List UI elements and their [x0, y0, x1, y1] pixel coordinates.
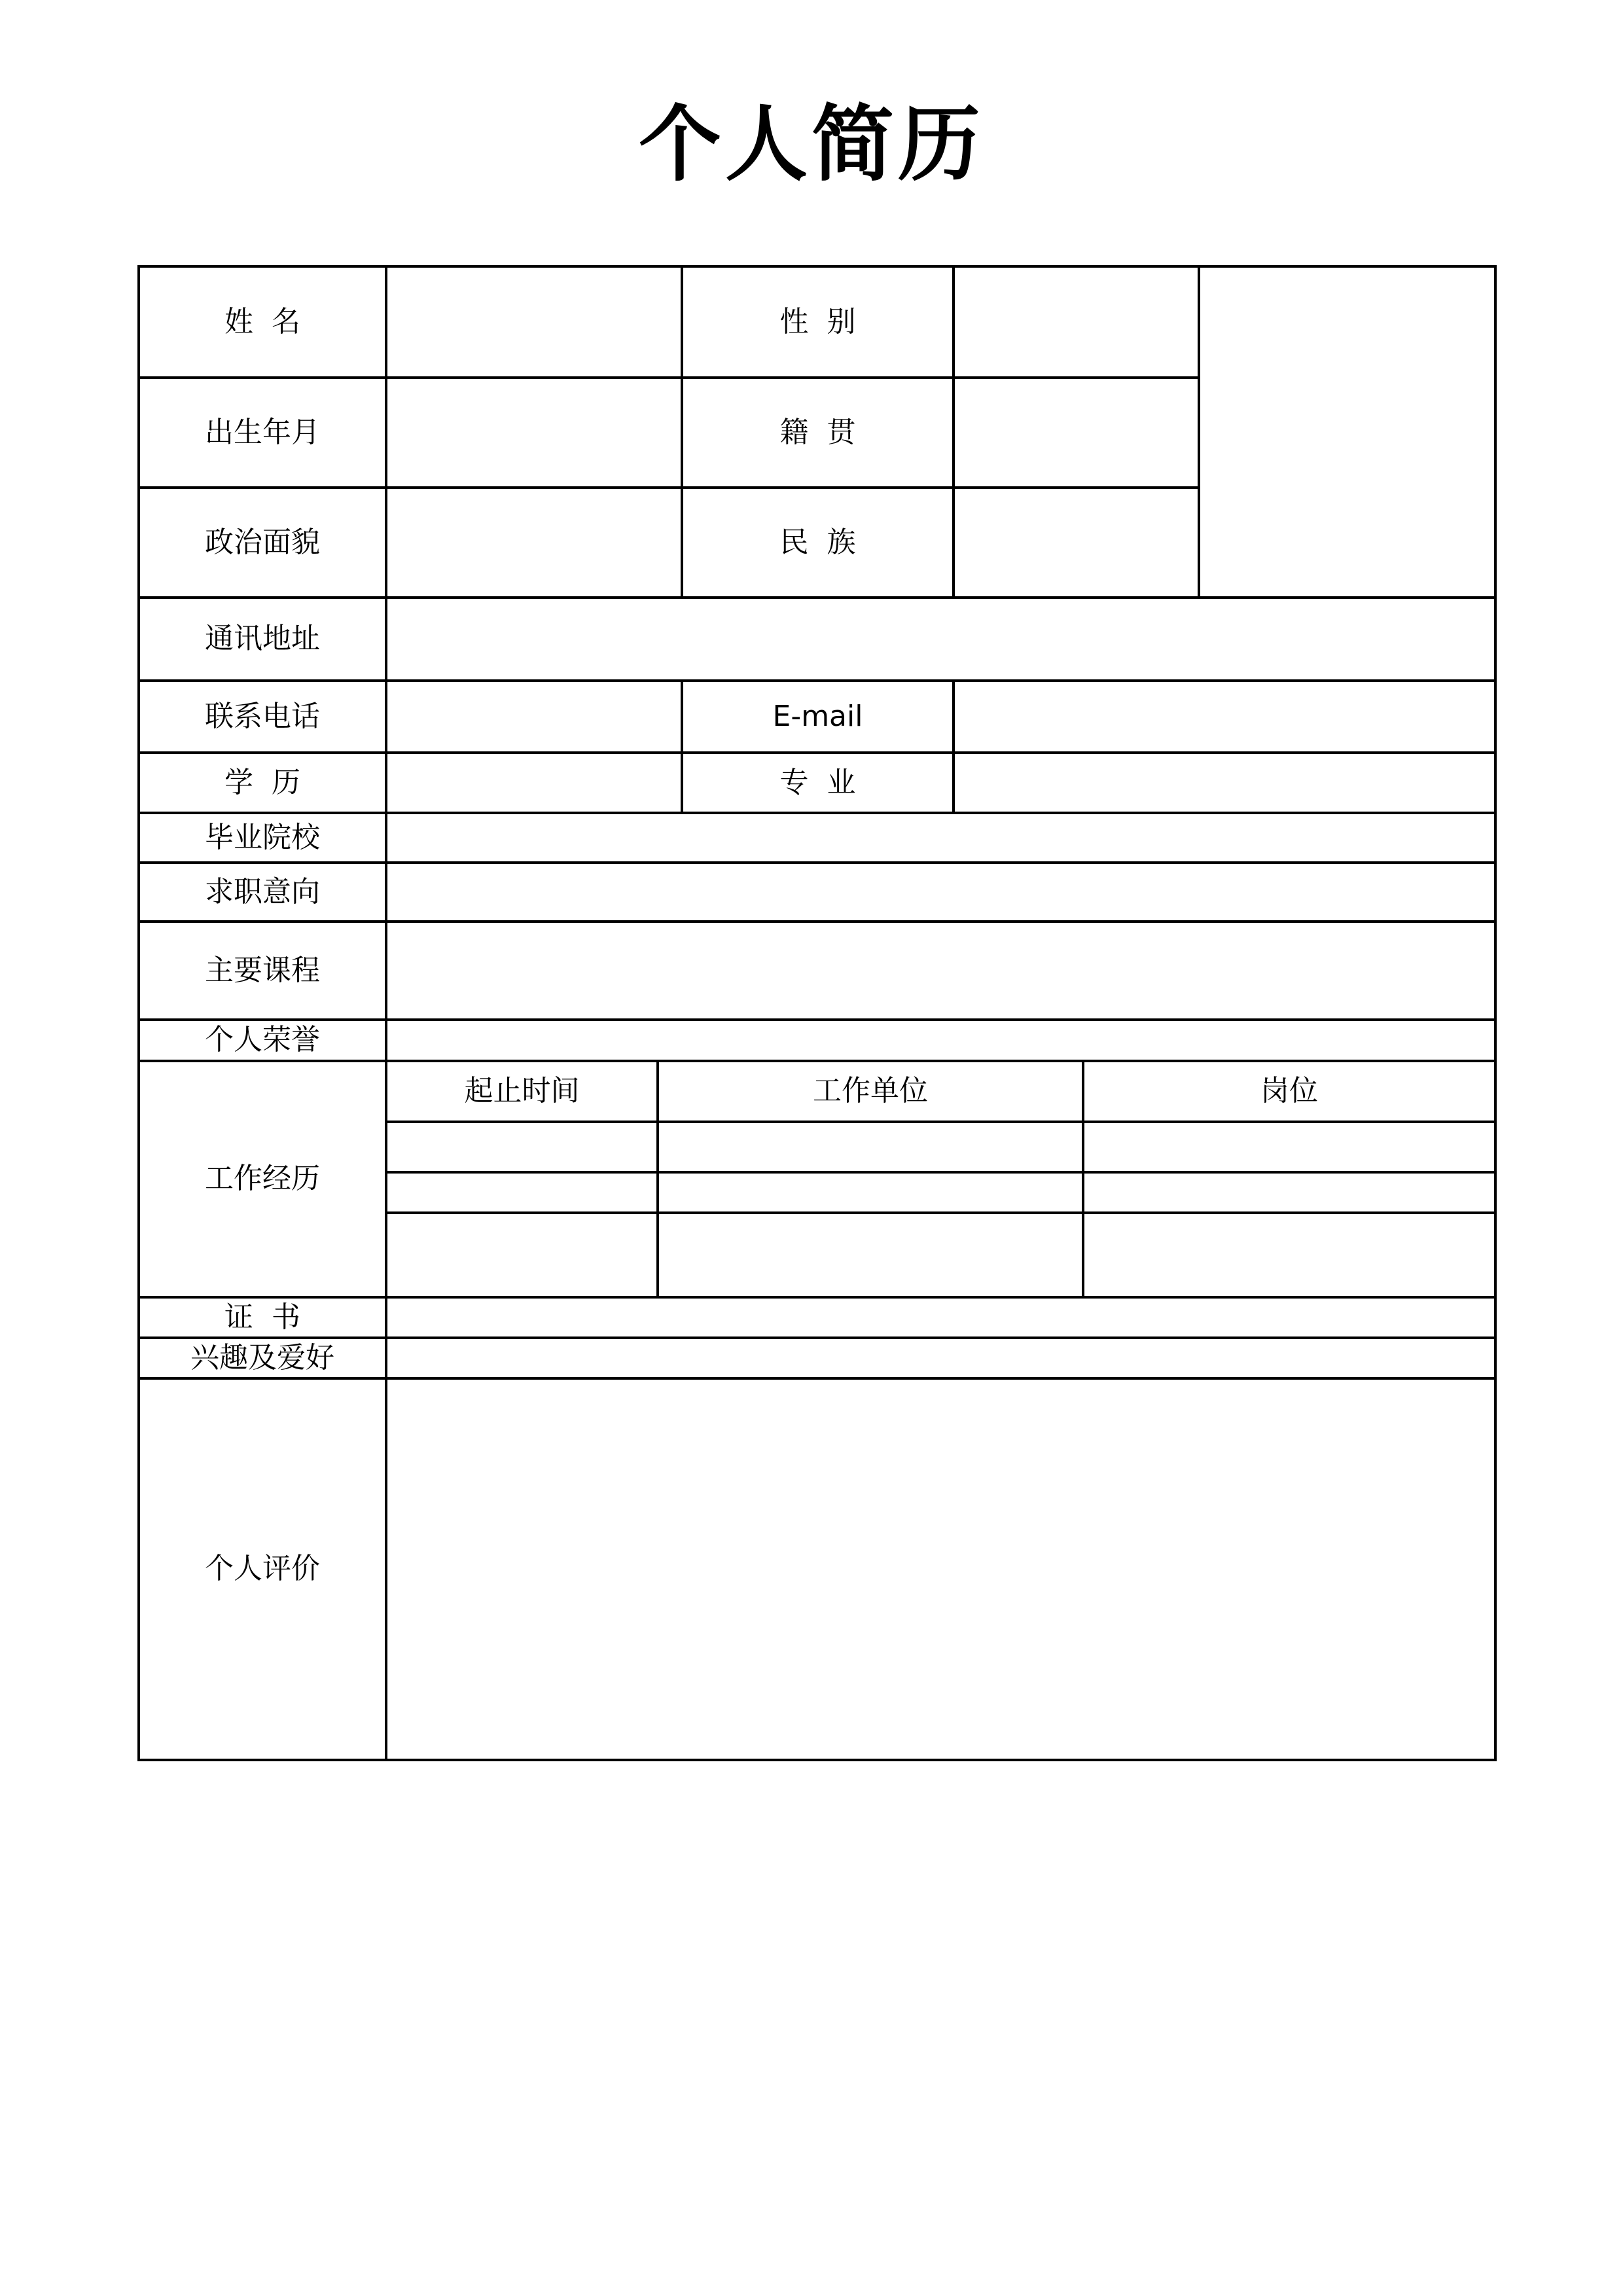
- email-field[interactable]: [954, 681, 1495, 753]
- address-label: 通讯地址: [139, 598, 386, 681]
- school-field[interactable]: [386, 813, 1495, 863]
- job-objective-label: 求职意向: [139, 863, 386, 922]
- work-row-1-period-field[interactable]: [386, 1122, 658, 1172]
- work-experience-label: 工作经历: [139, 1061, 386, 1297]
- hobbies-label: 兴趣及爱好: [139, 1338, 386, 1378]
- honors-field[interactable]: [386, 1020, 1495, 1061]
- work-row-2-employer-field[interactable]: [658, 1172, 1083, 1213]
- gender-field[interactable]: [954, 266, 1199, 378]
- ethnicity-field[interactable]: [954, 488, 1199, 598]
- education-field[interactable]: [386, 753, 682, 813]
- birth-date-label: 出生年月: [139, 378, 386, 488]
- main-courses-label: 主要课程: [139, 922, 386, 1020]
- email-label: E-mail: [682, 681, 954, 753]
- certificates-field[interactable]: [386, 1297, 1495, 1338]
- main-courses-field[interactable]: [386, 922, 1495, 1020]
- name-field[interactable]: [386, 266, 682, 378]
- work-row-3-position-field[interactable]: [1083, 1213, 1495, 1297]
- photo-box[interactable]: [1199, 266, 1495, 598]
- ethnicity-label: 民 族: [682, 488, 954, 598]
- job-objective-field[interactable]: [386, 863, 1495, 922]
- phone-label: 联系电话: [139, 681, 386, 753]
- major-label: 专 业: [682, 753, 954, 813]
- resume-title: 个人简历: [639, 96, 984, 192]
- name-label: 姓 名: [139, 266, 386, 378]
- work-row-1-employer-field[interactable]: [658, 1122, 1083, 1172]
- work-header-position: 岗位: [1083, 1061, 1495, 1122]
- political-status-label: 政治面貌: [139, 488, 386, 598]
- resume-form-table: [137, 265, 1497, 1761]
- work-row-1-position-field[interactable]: [1083, 1122, 1495, 1172]
- work-header-period: 起止时间: [386, 1061, 658, 1122]
- school-label: 毕业院校: [139, 813, 386, 863]
- certificates-label: 证 书: [139, 1297, 386, 1338]
- work-row-3-employer-field[interactable]: [658, 1213, 1083, 1297]
- phone-field[interactable]: [386, 681, 682, 753]
- hobbies-field[interactable]: [386, 1338, 1495, 1378]
- work-row-2-position-field[interactable]: [1083, 1172, 1495, 1213]
- self-evaluation-label: 个人评价: [139, 1378, 386, 1760]
- self-evaluation-field[interactable]: [386, 1378, 1495, 1760]
- work-row-2-period-field[interactable]: [386, 1172, 658, 1213]
- native-place-field[interactable]: [954, 378, 1199, 488]
- birth-date-field[interactable]: [386, 378, 682, 488]
- native-place-label: 籍 贯: [682, 378, 954, 488]
- gender-label: 性 别: [682, 266, 954, 378]
- work-header-employer: 工作单位: [658, 1061, 1083, 1122]
- work-row-3-period-field[interactable]: [386, 1213, 658, 1297]
- honors-label: 个人荣誉: [139, 1020, 386, 1061]
- major-field[interactable]: [954, 753, 1495, 813]
- political-status-field[interactable]: [386, 488, 682, 598]
- education-label: 学 历: [139, 753, 386, 813]
- address-field[interactable]: [386, 598, 1495, 681]
